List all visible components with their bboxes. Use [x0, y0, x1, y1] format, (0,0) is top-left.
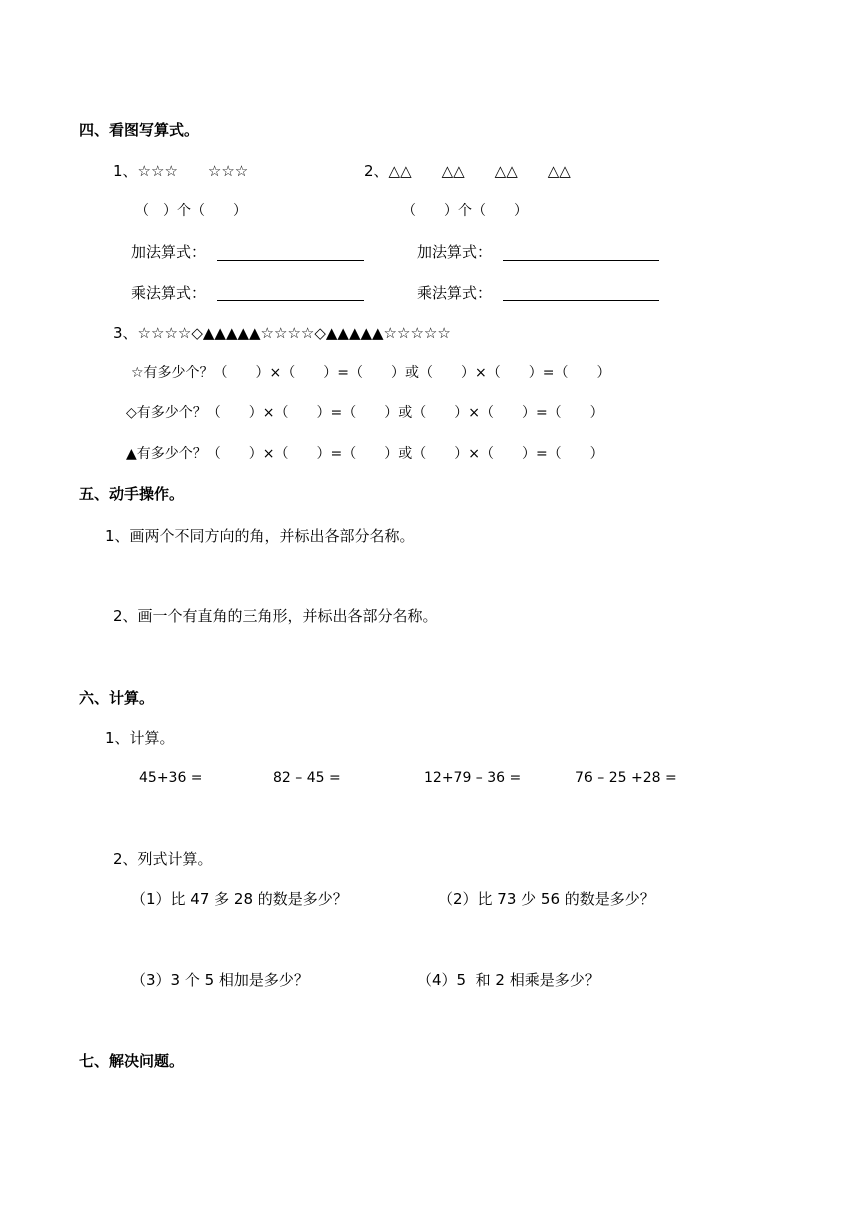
triangle-count-row: ▲有多少个？（ ）×（ ）=（ ）或（ ）×（ ）=（ ）	[126, 446, 604, 462]
multiplication-answer-line-2[interactable]	[503, 300, 659, 301]
section-5-heading: 五、动手操作。	[79, 485, 185, 503]
question-4-2-blank: （ ）个（ ）	[402, 203, 528, 219]
addition-answer-line-2[interactable]	[503, 260, 659, 261]
multiplication-label-2: 乘法算式：	[417, 284, 493, 302]
addition-label-1: 加法算式：	[131, 243, 207, 261]
question-4-1-blank: （ ）个（ ）	[135, 203, 247, 219]
expression-4: 76 – 25 +28 =	[575, 770, 677, 786]
addition-label-2: 加法算式：	[417, 243, 493, 261]
diamond-count-row: ◇有多少个？（ ）×（ ）=（ ）或（ ）×（ ）=（ ）	[126, 405, 604, 421]
question-4-3-figure: 3、☆☆☆☆◇▲▲▲▲▲☆☆☆☆◇▲▲▲▲▲☆☆☆☆☆	[113, 324, 451, 342]
expression-3: 12+79 – 36 =	[424, 770, 522, 786]
problem-1: （1）比 47 多 28 的数是多少？	[131, 890, 348, 908]
question-5-1: 1、画两个不同方向的角，并标出各部分名称。	[105, 527, 415, 545]
multiplication-label-1: 乘法算式：	[131, 284, 207, 302]
multiplication-answer-line-1[interactable]	[217, 300, 364, 301]
problem-4: （4）5 和 2 相乘是多少？	[417, 971, 600, 989]
question-4-2-figure: 2、△△ △△ △△ △△	[364, 162, 571, 180]
problem-2: （2）比 73 少 56 的数是多少？	[438, 890, 655, 908]
section-6-heading: 六、计算。	[79, 689, 155, 707]
section-4-heading: 四、看图写算式。	[79, 121, 200, 139]
expression-1: 45+36 =	[139, 770, 203, 786]
question-6-1: 1、计算。	[105, 729, 175, 747]
problem-3: （3）3 个 5 相加是多少？	[131, 971, 309, 989]
question-5-2: 2、画一个有直角的三角形，并标出各部分名称。	[113, 607, 438, 625]
question-6-2: 2、列式计算。	[113, 850, 213, 868]
expression-2: 82 – 45 =	[273, 770, 341, 786]
question-4-1-figure: 1、☆☆☆ ☆☆☆	[113, 162, 249, 180]
addition-answer-line-1[interactable]	[217, 260, 364, 261]
star-count-row: ☆有多少个？（ ）×（ ）=（ ）或（ ）×（ ）=（ ）	[131, 365, 611, 381]
section-7-heading: 七、解决问题。	[79, 1052, 185, 1070]
